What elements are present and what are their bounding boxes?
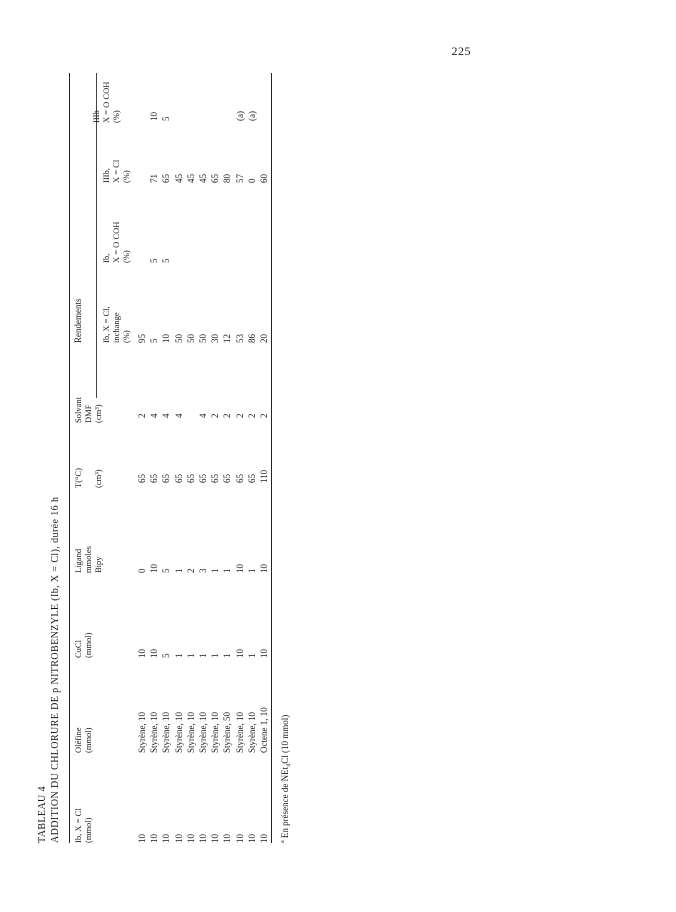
table-cell: 5 [161, 116, 172, 121]
table-cell: 1 [173, 568, 184, 573]
table-cell: 30 [210, 334, 221, 343]
col-header-olefine: Oléfine (mmol) [73, 727, 94, 753]
table-cell: 10 [137, 649, 147, 658]
table-cell: 3 [198, 568, 208, 573]
table-cell: 65 [173, 474, 184, 483]
table-cell: 45 [173, 174, 184, 183]
table-cell: 65 [198, 474, 208, 483]
table-cell: 1 [246, 653, 257, 658]
table-cell: 1 [185, 653, 196, 658]
table-cell: 1 [173, 653, 184, 658]
table-cell: 10 [210, 834, 221, 843]
table-cell: 1 [210, 653, 221, 658]
col-header-ib-ocoh: Ib, X = O COH (%) [101, 221, 132, 263]
table-cell: 12 [222, 334, 233, 343]
table-cell: 65 [161, 174, 172, 183]
table-cell: 10 [259, 649, 269, 658]
table-cell: 2 [259, 413, 269, 418]
table-cell: 60 [259, 174, 269, 183]
table-cell: 10 [234, 564, 245, 573]
table-cell: 5 [161, 258, 172, 263]
table-cell: 1 [210, 568, 221, 573]
table-cell: 45 [185, 174, 196, 183]
col-header-ib-inchange: Ib, X = Cl, inchange (%) [101, 306, 132, 343]
table-cell: Styrène, 10 [137, 712, 147, 753]
table-cell: 10 [149, 649, 160, 658]
table-cell: 10 [234, 649, 245, 658]
table-cell: Octene 1, 10 [259, 707, 269, 753]
table-cell: 86 [246, 334, 257, 343]
table-cell: 2 [234, 413, 245, 418]
table-cell: Styrène, 10 [173, 712, 184, 753]
table-cell: 45 [198, 174, 208, 183]
footnote [280, 715, 290, 843]
table-cell: 65 [137, 474, 147, 483]
col-header-solvant: Solvant DMF (cm³) [73, 397, 104, 423]
table-cell: 5 [161, 568, 172, 573]
table-cell: 10 [149, 112, 160, 121]
table-cell: 1 [198, 653, 208, 658]
table-cell: 65 [210, 474, 221, 483]
table-cell: 50 [185, 334, 196, 343]
table-cell: (a) [234, 111, 245, 121]
rotated-table [33, 63, 333, 843]
table-cell: 1 [222, 568, 233, 573]
table-cell: 2 [185, 568, 196, 573]
table-cell: 10 [161, 834, 172, 843]
table-cell: 10 [259, 834, 269, 843]
table-cell: 10 [161, 334, 172, 343]
table-cell: 65 [234, 474, 245, 483]
table-cell: 10 [149, 564, 160, 573]
table-cell: 0 [246, 178, 257, 183]
table-cell: 10 [137, 834, 147, 843]
col-header-temperature: T(°C) (cm³) [73, 468, 104, 488]
table-cell: 50 [198, 334, 208, 343]
table-cell: 4 [198, 413, 208, 418]
table-cell: 1 [222, 653, 233, 658]
top-rule [69, 73, 70, 843]
col-header-iiib-cl: IIIb, X = Cl (%) [101, 159, 132, 183]
table-cell: 2 [222, 413, 233, 418]
table-cell: 20 [259, 334, 269, 343]
table-cell: 10 [246, 834, 257, 843]
table-cell: 0 [137, 568, 147, 573]
table-cell: Styrène, 10 [185, 712, 196, 753]
table-cell: 10 [198, 834, 208, 843]
table-label: TABLEAU 4 [37, 786, 48, 843]
table-cell: 80 [222, 174, 233, 183]
table-cell: 2 [246, 413, 257, 418]
table-cell: 4 [173, 413, 184, 418]
table-cell: 4 [149, 413, 160, 418]
table-cell: 5 [149, 338, 160, 343]
table-cell: 65 [185, 474, 196, 483]
table-cell: 53 [234, 334, 245, 343]
table-cell: 110 [259, 469, 269, 483]
table-cell: 71 [149, 174, 160, 183]
table-cell: 4 [161, 413, 172, 418]
table-cell: Styrène, 10 [149, 712, 160, 753]
col-header-cucl: CuCl (mmol) [73, 632, 94, 658]
table-cell: 65 [149, 474, 160, 483]
footnote-text: En présence de NEt₄Cl (10 mmol) [280, 714, 290, 839]
table-cell: 1 [246, 568, 257, 573]
table-cell: 10 [234, 834, 245, 843]
table-cell: 10 [149, 834, 160, 843]
table-cell: 50 [173, 334, 184, 343]
table-cell: 2 [137, 413, 147, 418]
table-cell: (a) [246, 111, 257, 121]
yields-header: Rendements [73, 298, 83, 343]
table-cell: Styrène, 10 [234, 712, 245, 753]
table-cell: Styrène, 10 [198, 712, 208, 753]
table-cell: Styrène, 10 [246, 712, 257, 753]
col-header-ligand: Ligand mmoles Bipy [73, 546, 104, 573]
table-cell: 10 [259, 564, 269, 573]
col-header-ib: Ib, X = Cl (mmol) [73, 808, 94, 843]
table-cell: 10 [222, 834, 233, 843]
table-cell: 65 [222, 474, 233, 483]
page-number: 225 [451, 44, 471, 58]
table-cell: 10 [185, 834, 196, 843]
table-cell: 65 [210, 174, 221, 183]
footnote-mark: a [280, 840, 286, 843]
table-cell: 65 [161, 474, 172, 483]
table-cell: 5 [149, 258, 160, 263]
table-cell: 57 [234, 174, 245, 183]
table-cell: Styrène, 50 [222, 712, 233, 753]
bottom-rule [271, 73, 272, 843]
table-cell: 5 [161, 653, 172, 658]
table-cell: Styrène, 10 [161, 712, 172, 753]
table-cell: 65 [246, 474, 257, 483]
col-header-iiib-ocoh: IIIb X = O COH (%) [91, 81, 122, 123]
table-cell: 10 [173, 834, 184, 843]
table-cell: 2 [210, 413, 221, 418]
table-cell: Styrène, 10 [210, 712, 221, 753]
table-cell: 95 [137, 334, 147, 343]
table-title: ADDITION DU CHLORURE DE p NITROBENZYLE (Ib, X = Cl), durée 16 h [50, 496, 61, 843]
